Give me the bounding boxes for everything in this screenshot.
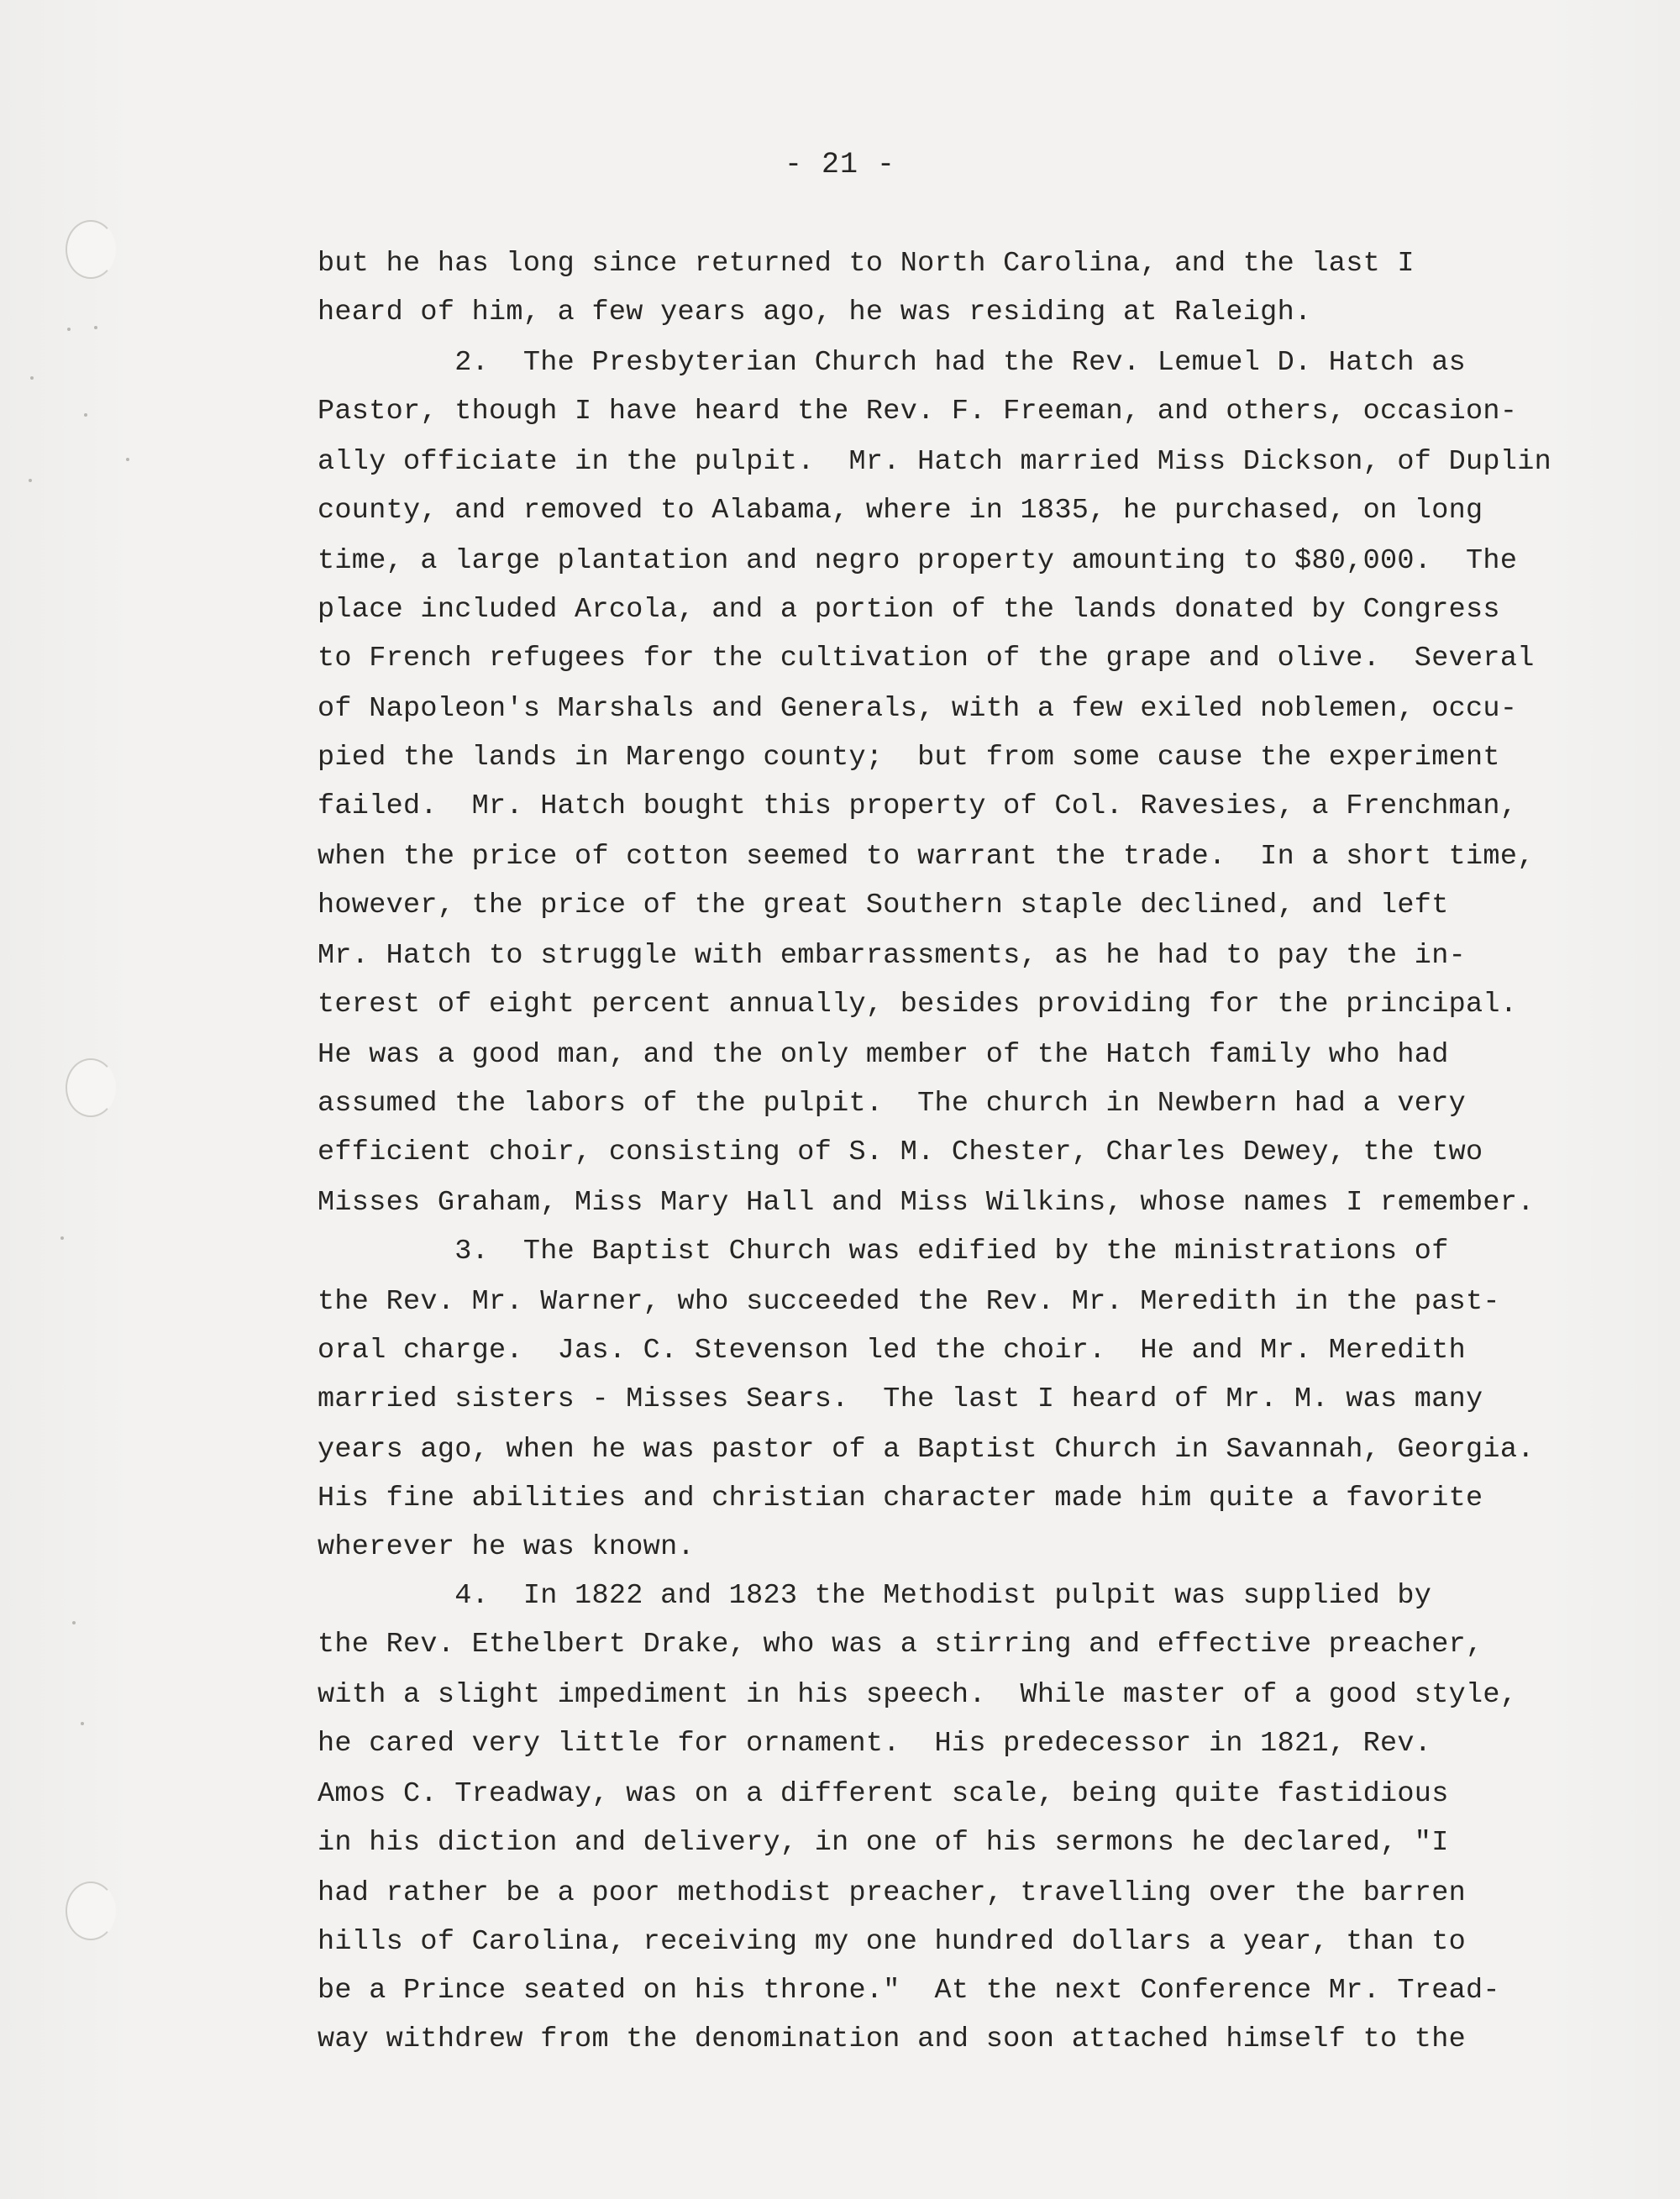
- text-line: however, the price of the great Southern staple declined, and left: [318, 890, 1449, 921]
- text-line: in his diction and delivery, in one of his sermons he declared, "I: [318, 1827, 1449, 1859]
- text-line: the Rev. Ethelbert Drake, who was a stirring and effective preacher,: [318, 1629, 1483, 1661]
- punch-hole: [66, 1058, 116, 1117]
- text-line: to French refugees for the cultivation of the grape and olive. Several: [318, 643, 1535, 674]
- text-line: Pastor, though I have heard the Rev. F. Freeman, and others, occasion-: [318, 396, 1518, 428]
- text-line: terest of eight percent annually, besides providing for the principal.: [318, 989, 1518, 1021]
- text-line: Amos C. Treadway, was on a different scale, being quite fastidious: [318, 1778, 1449, 1810]
- text-line: assumed the labors of the pulpit. The church in Newbern had a very: [318, 1088, 1467, 1120]
- text-line: wherever he was known.: [318, 1531, 695, 1563]
- text-line: 4. In 1822 and 1823 the Methodist pulpit was supplied by: [318, 1580, 1432, 1612]
- scan-speck: [72, 1621, 76, 1624]
- text-line: but he has long since returned to North Carolina, and the last I: [318, 248, 1415, 280]
- text-line: 2. The Presbyterian Church had the Rev. Lemuel D. Hatch as: [318, 347, 1467, 379]
- text-line: His fine abilities and christian character made him quite a favorite: [318, 1483, 1483, 1514]
- text-line: with a slight impediment in his speech. While master of a good style,: [318, 1679, 1518, 1711]
- text-line: way withdrew from the denomination and soon attached himself to the: [318, 2023, 1467, 2055]
- scan-speck: [30, 376, 34, 380]
- punch-hole: [66, 220, 116, 279]
- text-line: He was a good man, and the only member of the Hatch family who had: [318, 1039, 1449, 1071]
- text-line: married sisters - Misses Sears. The last I heard of Mr. M. was many: [318, 1383, 1483, 1415]
- text-line: place included Arcola, and a portion of the lands donated by Congress: [318, 594, 1500, 626]
- text-line: failed. Mr. Hatch bought this property of Col. Ravesies, a Frenchman,: [318, 790, 1518, 822]
- scan-speck: [29, 479, 32, 482]
- text-line: when the price of cotton seemed to warrant the trade. In a short time,: [318, 841, 1535, 873]
- text-line: oral charge. Jas. C. Stevenson led the choir. He and Mr. Meredith: [318, 1335, 1467, 1367]
- text-line: county, and removed to Alabama, where in 1835, he purchased, on long: [318, 495, 1483, 527]
- text-line: time, a large plantation and negro property amounting to $80,000. The: [318, 545, 1518, 577]
- text-line: of Napoleon's Marshals and Generals, with a few exiled noblemen, occu-: [318, 693, 1518, 725]
- text-line: years ago, when he was pastor of a Baptist Church in Savannah, Georgia.: [318, 1434, 1535, 1466]
- text-line: had rather be a poor methodist preacher, travelling over the barren: [318, 1877, 1467, 1909]
- scan-speck: [81, 1722, 84, 1725]
- text-line: heard of him, a few years ago, he was residing at Raleigh.: [318, 297, 1312, 328]
- scan-speck: [94, 326, 97, 329]
- scan-speck: [60, 1236, 64, 1240]
- scan-speck: [67, 328, 71, 331]
- scan-speck: [84, 413, 87, 417]
- text-line: be a Prince seated on his throne." At the next Conference Mr. Tread-: [318, 1975, 1500, 2007]
- text-line: hills of Carolina, receiving my one hundred dollars a year, than to: [318, 1926, 1467, 1958]
- text-line: Mr. Hatch to struggle with embarrassments, as he had to pay the in-: [318, 940, 1467, 972]
- punch-hole: [66, 1881, 116, 1940]
- scan-speck: [126, 458, 129, 461]
- text-line: efficient choir, consisting of S. M. Chester, Charles Dewey, the two: [318, 1136, 1483, 1168]
- text-line: pied the lands in Marengo county; but from some cause the experiment: [318, 742, 1500, 774]
- text-line: Misses Graham, Miss Mary Hall and Miss Wilkins, whose names I remember.: [318, 1187, 1535, 1219]
- page-number: - 21 -: [784, 148, 896, 181]
- text-line: he cared very little for ornament. His predecessor in 1821, Rev.: [318, 1728, 1432, 1760]
- text-line: the Rev. Mr. Warner, who succeeded the Rev. Mr. Meredith in the past-: [318, 1286, 1500, 1318]
- text-line: ally officiate in the pulpit. Mr. Hatch married Miss Dickson, of Duplin: [318, 446, 1552, 478]
- text-line: 3. The Baptist Church was edified by the ministrations of: [318, 1236, 1449, 1267]
